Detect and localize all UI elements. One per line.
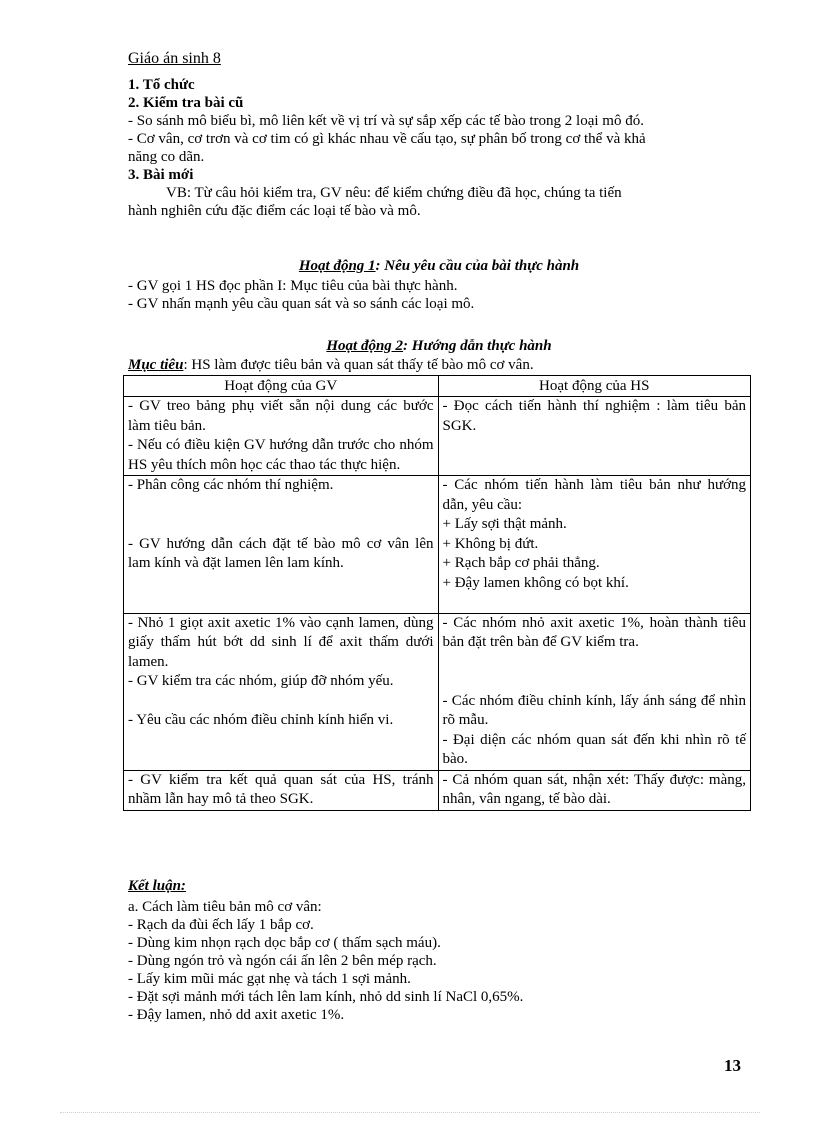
hs-activity: - Đọc cách tiến hành thí nghiệm : làm tiêu bản SGK. — [442, 398, 746, 434]
activity-2-title: : Hướng dẫn thực hành — [403, 338, 552, 354]
hs-activity: - Đại diện các nhóm quan sát đến khi nhìn rõ tế bào. — [442, 731, 746, 767]
section-2-heading: 2. Kiểm tra bài cũ — [128, 95, 244, 111]
conclusion-item: - Dùng ngón trỏ và ngón cái ấn lên 2 bên mép rạch. — [128, 953, 437, 969]
gv-cell — [124, 770, 439, 810]
conclusion-item: - Lấy kim mũi mác gạt nhẹ và tách 1 sợi mảnh. — [128, 971, 411, 987]
activity-1-label: Hoạt động 1 — [298, 258, 376, 274]
hs-requirement: + Lấy sợi thật mảnh. — [442, 516, 567, 532]
table-row — [124, 397, 751, 476]
table-header-row — [124, 376, 751, 397]
table-row — [124, 770, 751, 810]
gv-activity: - GV treo bảng phụ viết sẵn nội dung các bước làm tiêu bản. — [128, 398, 434, 434]
conclusion-item: - Đậy lamen, nhỏ dd axit axetic 1%. — [128, 1007, 345, 1023]
gv-activity: - Yêu cầu các nhóm điều chỉnh kính hiển vi. — [128, 712, 394, 728]
objective-label: Mục tiêu — [128, 357, 184, 373]
section-1-heading: 1. Tổ chức — [128, 77, 195, 93]
hs-requirement: + Không bị đứt. — [442, 535, 539, 552]
conclusion-item: - Rạch da đùi ếch lấy 1 bắp cơ. — [128, 917, 314, 933]
gv-cell — [124, 397, 439, 476]
hs-cell — [438, 770, 751, 810]
gv-activity: - GV kiểm tra các nhóm, giúp đỡ nhóm yếu. — [128, 673, 394, 689]
hs-cell — [438, 476, 751, 614]
activity-1-content — [128, 277, 750, 313]
activity-1-title: : Nêu yêu cầu của bài thực hành — [375, 258, 580, 274]
hs-activity: - Cả nhóm quan sát, nhận xét: Thấy được: màng, nhân, vân ngang, tế bào dài. — [442, 771, 746, 807]
activity-2-heading — [128, 338, 750, 355]
document-title: Giáo án sinh 8 — [128, 50, 221, 67]
hs-cell — [438, 397, 751, 476]
hs-activity: - Các nhóm nhỏ axit axetic 1%, hoàn thành tiêu bản đặt trên bàn để GV kiểm tra. — [442, 614, 746, 650]
table-row — [124, 613, 751, 770]
table-row — [124, 476, 751, 614]
hs-requirement: + Rạch bắp cơ phải thẳng. — [442, 555, 600, 571]
new-lesson-intro-line-1: VB: Từ câu hỏi kiểm tra, GV nêu: để kiểm chứng điều đã học, chúng ta tiến — [166, 185, 622, 201]
activity-2-objective — [128, 356, 750, 374]
gv-activity: - GV kiểm tra kết quả quan sát của HS, tránh nhầm lẫn hay mô tả theo SGK. — [128, 771, 434, 807]
hs-cell — [438, 613, 751, 770]
gv-activity: - Nhỏ 1 giọt axit axetic 1% vào cạnh lamen, dùng giấy thấm hút bớt dd sinh lí để axit thấm dưới lamen. — [128, 614, 434, 670]
activity-1-line-2: - GV nhấn mạnh yêu cầu quan sát và so sánh các loại mô. — [128, 296, 475, 312]
activity-1-line-1: - GV gọi 1 HS đọc phần I: Mục tiêu của bài thực hành. — [128, 278, 458, 294]
objective-text: : HS làm được tiêu bản và quan sát thấy tế bào mô cơ vân. — [183, 357, 534, 373]
gv-cell — [124, 613, 439, 770]
page-number: 13 — [724, 1056, 741, 1075]
lesson-intro — [128, 76, 750, 220]
footer-divider — [60, 1112, 760, 1113]
gv-activity: - Phân công các nhóm thí nghiệm. — [128, 477, 334, 493]
conclusion-item: - Đặt sợi mảnh mới tách lên lam kính, nhỏ dd sinh lí NaCl 0,65%. — [128, 989, 524, 1005]
review-question-2-line-1: - Cơ vân, cơ trơn và cơ tim có gì khác nhau về cấu tạo, sự phân bố trong cơ thể và khả — [128, 131, 646, 147]
activity-table — [123, 375, 751, 811]
column-header-gv: Hoạt động của GV — [124, 376, 439, 397]
hs-requirement: + Đậy lamen không có bọt khí. — [442, 574, 629, 591]
review-question-1: - So sánh mô biểu bì, mô liên kết về vị trí và sự sắp xếp các tế bào trong 2 loại mô đó. — [128, 113, 644, 129]
hs-activity: - Các nhóm tiến hành làm tiêu bản như hướng dẫn, yêu cầu: — [442, 477, 746, 513]
new-lesson-intro-line-2: hành nghiên cứu đặc điểm các loại tế bào và mô. — [128, 203, 421, 219]
conclusion-list — [128, 898, 750, 1024]
gv-cell — [124, 476, 439, 614]
conclusion-heading: Kết luận: — [128, 878, 186, 894]
conclusion-item: a. Cách làm tiêu bản mô cơ vân: — [128, 899, 322, 915]
activity-1-heading — [128, 258, 750, 275]
section-3-heading: 3. Bài mới — [128, 167, 194, 183]
activity-2-label: Hoạt động 2 — [326, 338, 404, 354]
column-header-hs: Hoạt động của HS — [438, 376, 751, 397]
gv-activity: - GV hướng dẫn cách đặt tế bào mô cơ vân lên lam kính và đặt lamen lên lam kính. — [128, 535, 434, 571]
gv-activity: - Nếu có điều kiện GV hướng dẫn trước cho nhóm HS yêu thích môn học các thao tác thực hiện. — [128, 437, 434, 473]
review-question-2-line-2: năng co dãn. — [128, 149, 205, 165]
conclusion-item: - Dùng kim nhọn rạch dọc bắp cơ ( thấm sạch máu). — [128, 935, 441, 951]
hs-activity: - Các nhóm điều chỉnh kính, lấy ánh sáng để nhìn rõ mẫu. — [442, 692, 746, 728]
